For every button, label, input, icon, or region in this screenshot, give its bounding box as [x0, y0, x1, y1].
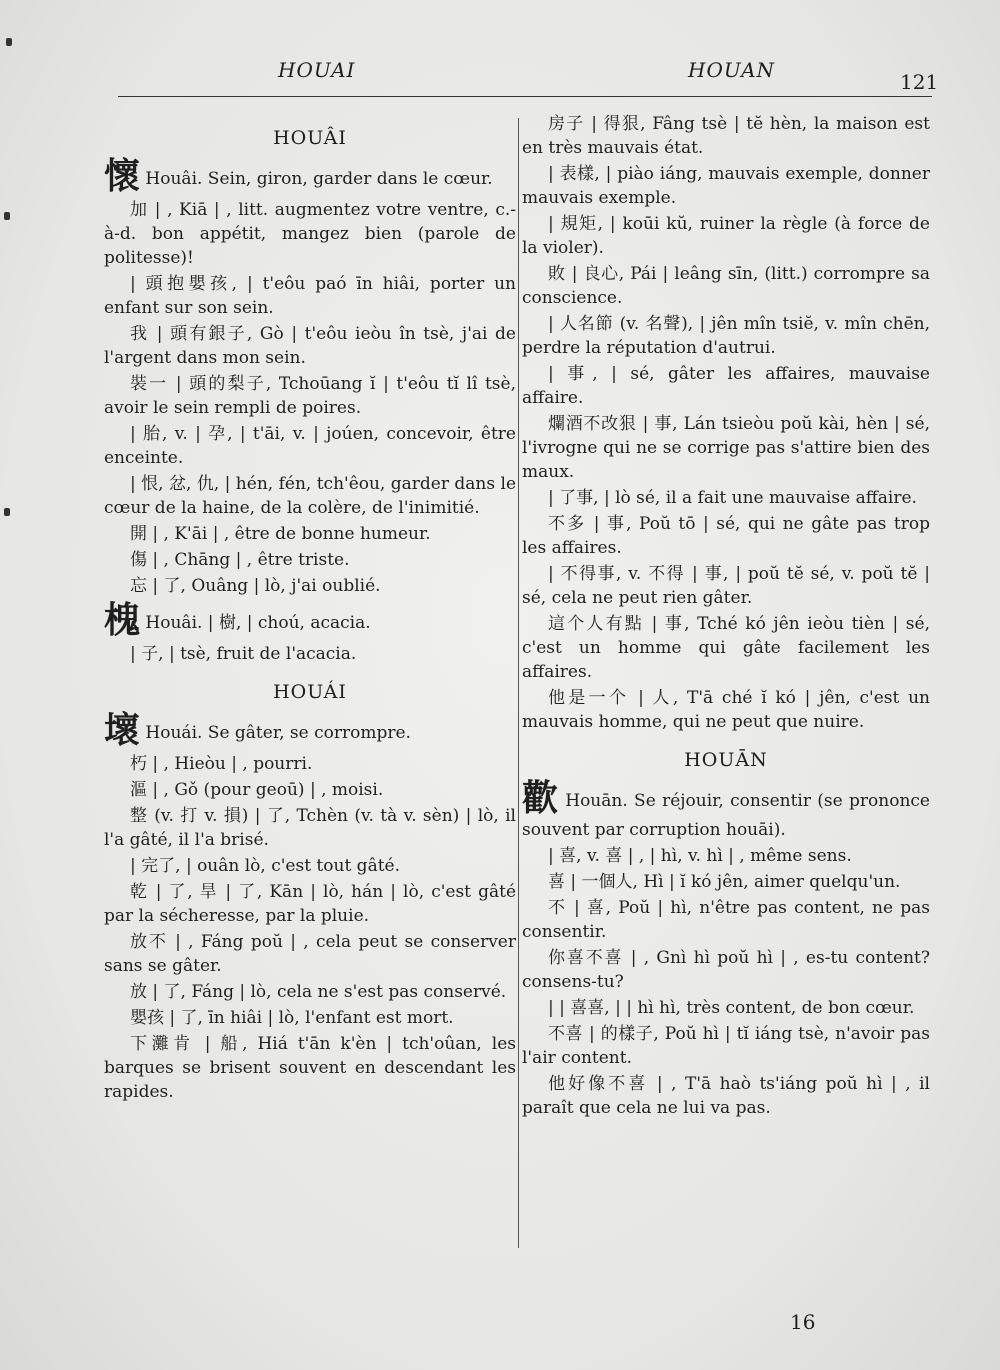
sub-entry: 傷 | , Chāng | , être triste. — [130, 550, 350, 570]
sub-entry: | | 喜喜, | | hì hì, très content, de bon cœur. — [548, 998, 915, 1018]
sub-entry: | 了事, | lò sé, il a fait une mauvaise affaire. — [548, 488, 917, 508]
main-entry — [104, 156, 516, 196]
sub-entry: | 不得事, v. 不得 | 事, | poŭ tĕ sé, v. poŭ tĕ | sé, cela ne peut rien gâter. — [522, 564, 930, 608]
headword: 歡 — [522, 777, 559, 819]
page-number: 121 — [900, 70, 939, 94]
sub-entry: 放 | 了, Fáng | lò, cela ne s'est pas conservé. — [130, 982, 507, 1002]
sub-entry: | 表樣, | piào iáng, mauvais exemple, donner mauvais exemple. — [522, 164, 930, 208]
sub-entry: | 恨, 忿, 仇, | hén, fén, tch'êou, garder dans le cœur de la haine, de la colère, de l'inimitié. — [104, 474, 516, 518]
sub-entry: 不喜 | 的樣子, Poŭ hì | tĭ iáng tsè, n'avoir pas l'air content. — [522, 1024, 930, 1068]
section-title: HOUÁI — [273, 681, 347, 703]
sub-entry: | 人名節 (v. 名聲), | jên mîn tsiĕ, v. mîn chēn, perdre la réputation d'autrui. — [522, 314, 930, 358]
sub-entry: 我 | 頭有銀子, Gò | t'eôu ieòu în tsè, j'ai de l'argent dans mon sein. — [104, 324, 516, 368]
entry-definition: Houái. Se gâter, se corrompre. — [140, 723, 411, 743]
sub-entry: 下灘肯 | 船, Hiá t'ān k'èn | tch'oûan, les barques se brisent souvent en descendant les rapides. — [104, 1034, 516, 1102]
entry-definition: Houâi. | 樹, | choú, acacia. — [140, 613, 371, 633]
headword: 懷 — [104, 155, 141, 197]
running-head-left: HOUAI — [278, 58, 356, 82]
page-edge-mark — [6, 38, 12, 46]
sub-entry: | 頭抱嬰孩, | t'eôu paó īn hiâi, porter un enfant sur son sein. — [104, 274, 516, 318]
sub-entry: 乾 | 了, 旱 | 了, Kān | lò, hán | lò, c'est gâté par la sécheresse, par la pluie. — [104, 882, 516, 926]
main-entry — [104, 600, 516, 640]
sub-entry: | 子, | tsè, fruit de l'acacia. — [130, 644, 357, 664]
header-rule — [118, 96, 932, 97]
page-edge-mark — [4, 212, 10, 220]
right-column — [522, 112, 930, 1122]
main-entry — [104, 710, 516, 750]
headword: 槐 — [104, 599, 141, 641]
sub-entry: 這个人有點 | 事, Tché kó jên ieòu tièn | sé, c'est un homme qui gâte facilement les affaires. — [522, 614, 930, 682]
sub-entry: | 胎, v. | 孕, | t'āi, v. | joúen, concevoir, être enceinte. — [104, 424, 516, 468]
sub-entry: 你喜不喜 | , Gnì hì poŭ hì | , es-tu content? consens-tu? — [522, 948, 930, 992]
sub-entry: 裝一 | 頭的梨子, Tchoūang ĭ | t'eôu tĭ lî tsè, avoir le sein rempli de poires. — [104, 374, 516, 418]
sub-entry: 敗 | 良心, Pái | leâng sīn, (litt.) corrompre sa conscience. — [522, 264, 930, 308]
sub-entry: 開 | , K'āi | , être de bonne humeur. — [130, 524, 431, 544]
sub-entry: 他好像不喜 | , T'ā haò ts'iáng poŭ hì | , il paraît que cela ne lui va pas. — [522, 1074, 930, 1118]
sub-entry: 房子 | 得狠, Fâng tsè | tĕ hèn, la maison est en très mauvais état. — [522, 114, 930, 158]
page-edge-mark — [4, 508, 10, 516]
section-title: HOUÂI — [273, 127, 347, 149]
sub-entry: 整 (v. 打 v. 損) | 了, Tchèn (v. tà v. sèn) | lò, il l'a gâté, il l'a brisé. — [104, 806, 516, 850]
sub-entry: | 事, | sé, gâter les affaires, mauvaise affaire. — [522, 364, 930, 408]
sub-entry: | 完了, | ouân lò, c'est tout gâté. — [130, 856, 400, 876]
sub-entry: 不多 | 事, Poŭ tō | sé, qui ne gâte pas trop les affaires. — [522, 514, 930, 558]
sub-entry: 不 | 喜, Poŭ | hì, n'être pas content, ne pas consentir. — [522, 898, 930, 942]
sub-entry: 爛酒不改狠 | 事, Lán tsieòu poŭ kài, hèn | sé, l'ivrogne qui ne se corrige pas s'attire bien des maux. — [522, 414, 930, 482]
sub-entry: 忘 | 了, Ouâng | lò, j'ai oublié. — [130, 576, 381, 596]
running-head-right: HOUAN — [688, 58, 776, 82]
sub-entry: | 喜, v. 喜 | , | hì, v. hì | , même sens. — [548, 846, 852, 866]
headword: 壞 — [104, 709, 141, 751]
signature-mark: 16 — [790, 1310, 816, 1334]
sub-entry: 他是一个 | 人, T'ā ché ĭ kó | jên, c'est un mauvais homme, qui ne peut que nuire. — [522, 688, 930, 732]
sub-entry: 漚 | , Gǒ (pour geoū) | , moisi. — [130, 780, 384, 800]
entry-definition: Houâi. Sein, giron, garder dans le cœur. — [140, 169, 493, 189]
entry-definition: Houān. Se réjouir, consentir (se prononce souvent par corruption houāi). — [522, 791, 930, 840]
column-divider — [518, 118, 519, 1248]
main-entry — [522, 778, 930, 842]
left-column — [104, 112, 516, 1106]
sub-entry: 嬰孩 | 了, īn hiâi | lò, l'enfant est mort. — [130, 1008, 454, 1028]
section-title: HOUĀN — [684, 749, 768, 771]
sub-entry: 放不 | , Fáng poŭ | , cela peut se conserver sans se gâter. — [104, 932, 516, 976]
sub-entry: 朽 | , Hieòu | , pourri. — [130, 754, 313, 774]
sub-entry: | 規矩, | koūi kŭ, ruiner la règle (à force de la violer). — [522, 214, 930, 258]
sub-entry: 加 | , Kiā | , litt. augmentez votre ventre, c.-à-d. bon appétit, mangez bien (parole de politesse)! — [104, 200, 516, 268]
sub-entry: 喜 | 一個人, Hì | ĭ kó jên, aimer quelqu'un. — [548, 872, 901, 892]
